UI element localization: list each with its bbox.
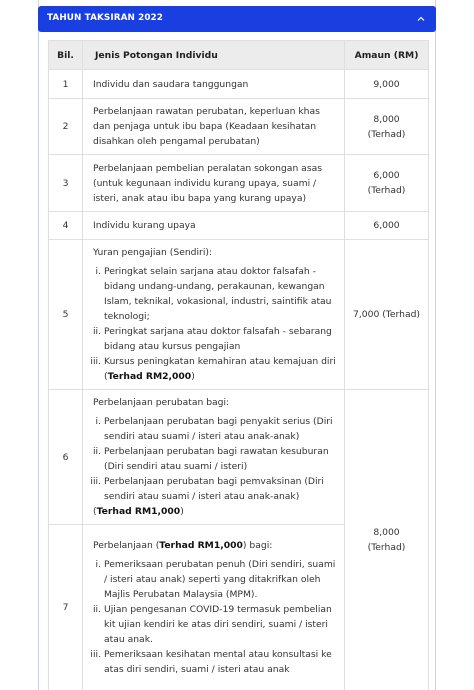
accordion-title: TAHUN TAKSIRAN 2022 xyxy=(47,13,163,23)
deduction-table xyxy=(48,40,429,690)
row-intro: Yuran pengajian (Sendiri): xyxy=(93,247,213,258)
row-intro: Perbelanjaan perubatan bagi: xyxy=(93,397,230,408)
row-description xyxy=(83,240,345,390)
row-number: 7 xyxy=(49,525,83,690)
table-row xyxy=(49,240,429,390)
row-number: 2 xyxy=(49,99,83,155)
limit-text: Terhad RM2,000 xyxy=(107,371,192,382)
chevron-up-icon[interactable] xyxy=(416,14,426,24)
row-number: 3 xyxy=(49,155,83,212)
amount-note: (Terhad) xyxy=(367,185,406,196)
table-row xyxy=(49,390,429,525)
limit-text: Terhad RM1,000 xyxy=(96,506,181,517)
sub-item-list xyxy=(90,264,336,384)
sub-item-list xyxy=(90,414,336,504)
row-number: 6 xyxy=(49,390,83,525)
column-header-deduction: Jenis Potongan Individu xyxy=(83,41,345,70)
list-item: i. Pemeriksaan perubatan penuh (Diri sendiri, suami / isteri atau anak) seperti yang ditakrifkan oleh Majlis Perubatan Malaysia (MPM). xyxy=(95,559,336,600)
amount-value: 8,000 xyxy=(373,113,400,125)
list-item: i. Peringkat selain sarjana atau doktor falsafah - bidang undang-undang, perakaunan, kewangan Islam, teknikal, vokasional, industri, saintifik atau teknologi; xyxy=(95,266,332,322)
row-description: Perbelanjaan pembelian peralatan sokongan asas (untuk kegunaan individu kurang upaya, suami / isteri, anak atau ibu bapa yang kurang upaya) xyxy=(83,155,345,212)
row-number: 5 xyxy=(49,240,83,390)
sub-item-list xyxy=(90,557,336,677)
list-item: iii. Perbelanjaan perubatan bagi pemvaksinan (Diri sendiri atau suami / isteri atau anak-anak) xyxy=(90,476,324,502)
amount-note: (Terhad) xyxy=(367,542,406,553)
table-row xyxy=(49,70,429,99)
column-header-amount: Amaun (RM) xyxy=(345,41,429,70)
amount-value: 6,000 xyxy=(373,170,400,181)
row-amount xyxy=(345,99,429,155)
list-item: iii. Kursus peningkatan kemahiran atau kemajuan diri (Terhad RM2,000) xyxy=(90,356,336,382)
row-description: Perbelanjaan rawatan perubatan, keperluan khas dan penjaga untuk ibu bapa (Keadaan kesihatan disahkan oleh pengamal perubatan) xyxy=(83,99,345,155)
row-description: Individu kurang upaya xyxy=(83,212,345,240)
list-item: ii. Perbelanjaan perubatan bagi rawatan kesuburan (Diri sendiri atau suami / isteri) xyxy=(92,446,329,472)
amount-note: (Terhad) xyxy=(367,128,406,140)
row-amount: 9,000 xyxy=(345,70,429,99)
row-amount: 6,000 xyxy=(345,212,429,240)
list-item: iii. Pemeriksaan kesihatan mental atau konsultasi ke atas diri sendiri, suami / isteri atau anak xyxy=(90,649,332,675)
row-description xyxy=(83,390,345,525)
amount-value: 8,000 xyxy=(373,527,400,538)
row-number: 4 xyxy=(49,212,83,240)
row-amount xyxy=(345,155,429,212)
row-amount: 7,000 (Terhad) xyxy=(345,240,429,390)
list-item: ii. Ujian pengesanan COVID-19 termasuk pembelian kit ujian kendiri ke atas diri sendiri, suami / isteri atau anak. xyxy=(92,604,332,645)
list-item: ii. Peringkat sarjana atau doktor falsafah - sebarang bidang atau kursus pengajian xyxy=(92,326,332,352)
row-number: 1 xyxy=(49,70,83,99)
row-amount xyxy=(345,390,429,690)
limit-text: Terhad RM1,000 xyxy=(159,540,243,551)
table-row xyxy=(49,155,429,212)
table-header-row xyxy=(49,41,429,70)
row-limit: (Terhad RM1,000) xyxy=(93,506,184,517)
row-description xyxy=(83,525,345,690)
accordion-header[interactable] xyxy=(38,6,436,32)
row-intro: Perbelanjaan (Terhad RM1,000) bagi: xyxy=(93,540,273,551)
column-header-number: Bil. xyxy=(49,41,83,70)
list-item: i. Perbelanjaan perubatan bagi penyakit serius (Diri sendiri atau suami / isteri atau anak-anak) xyxy=(95,416,333,442)
row-description: Individu dan saudara tanggungan xyxy=(83,70,345,99)
table-row xyxy=(49,212,429,240)
table-row xyxy=(49,99,429,155)
